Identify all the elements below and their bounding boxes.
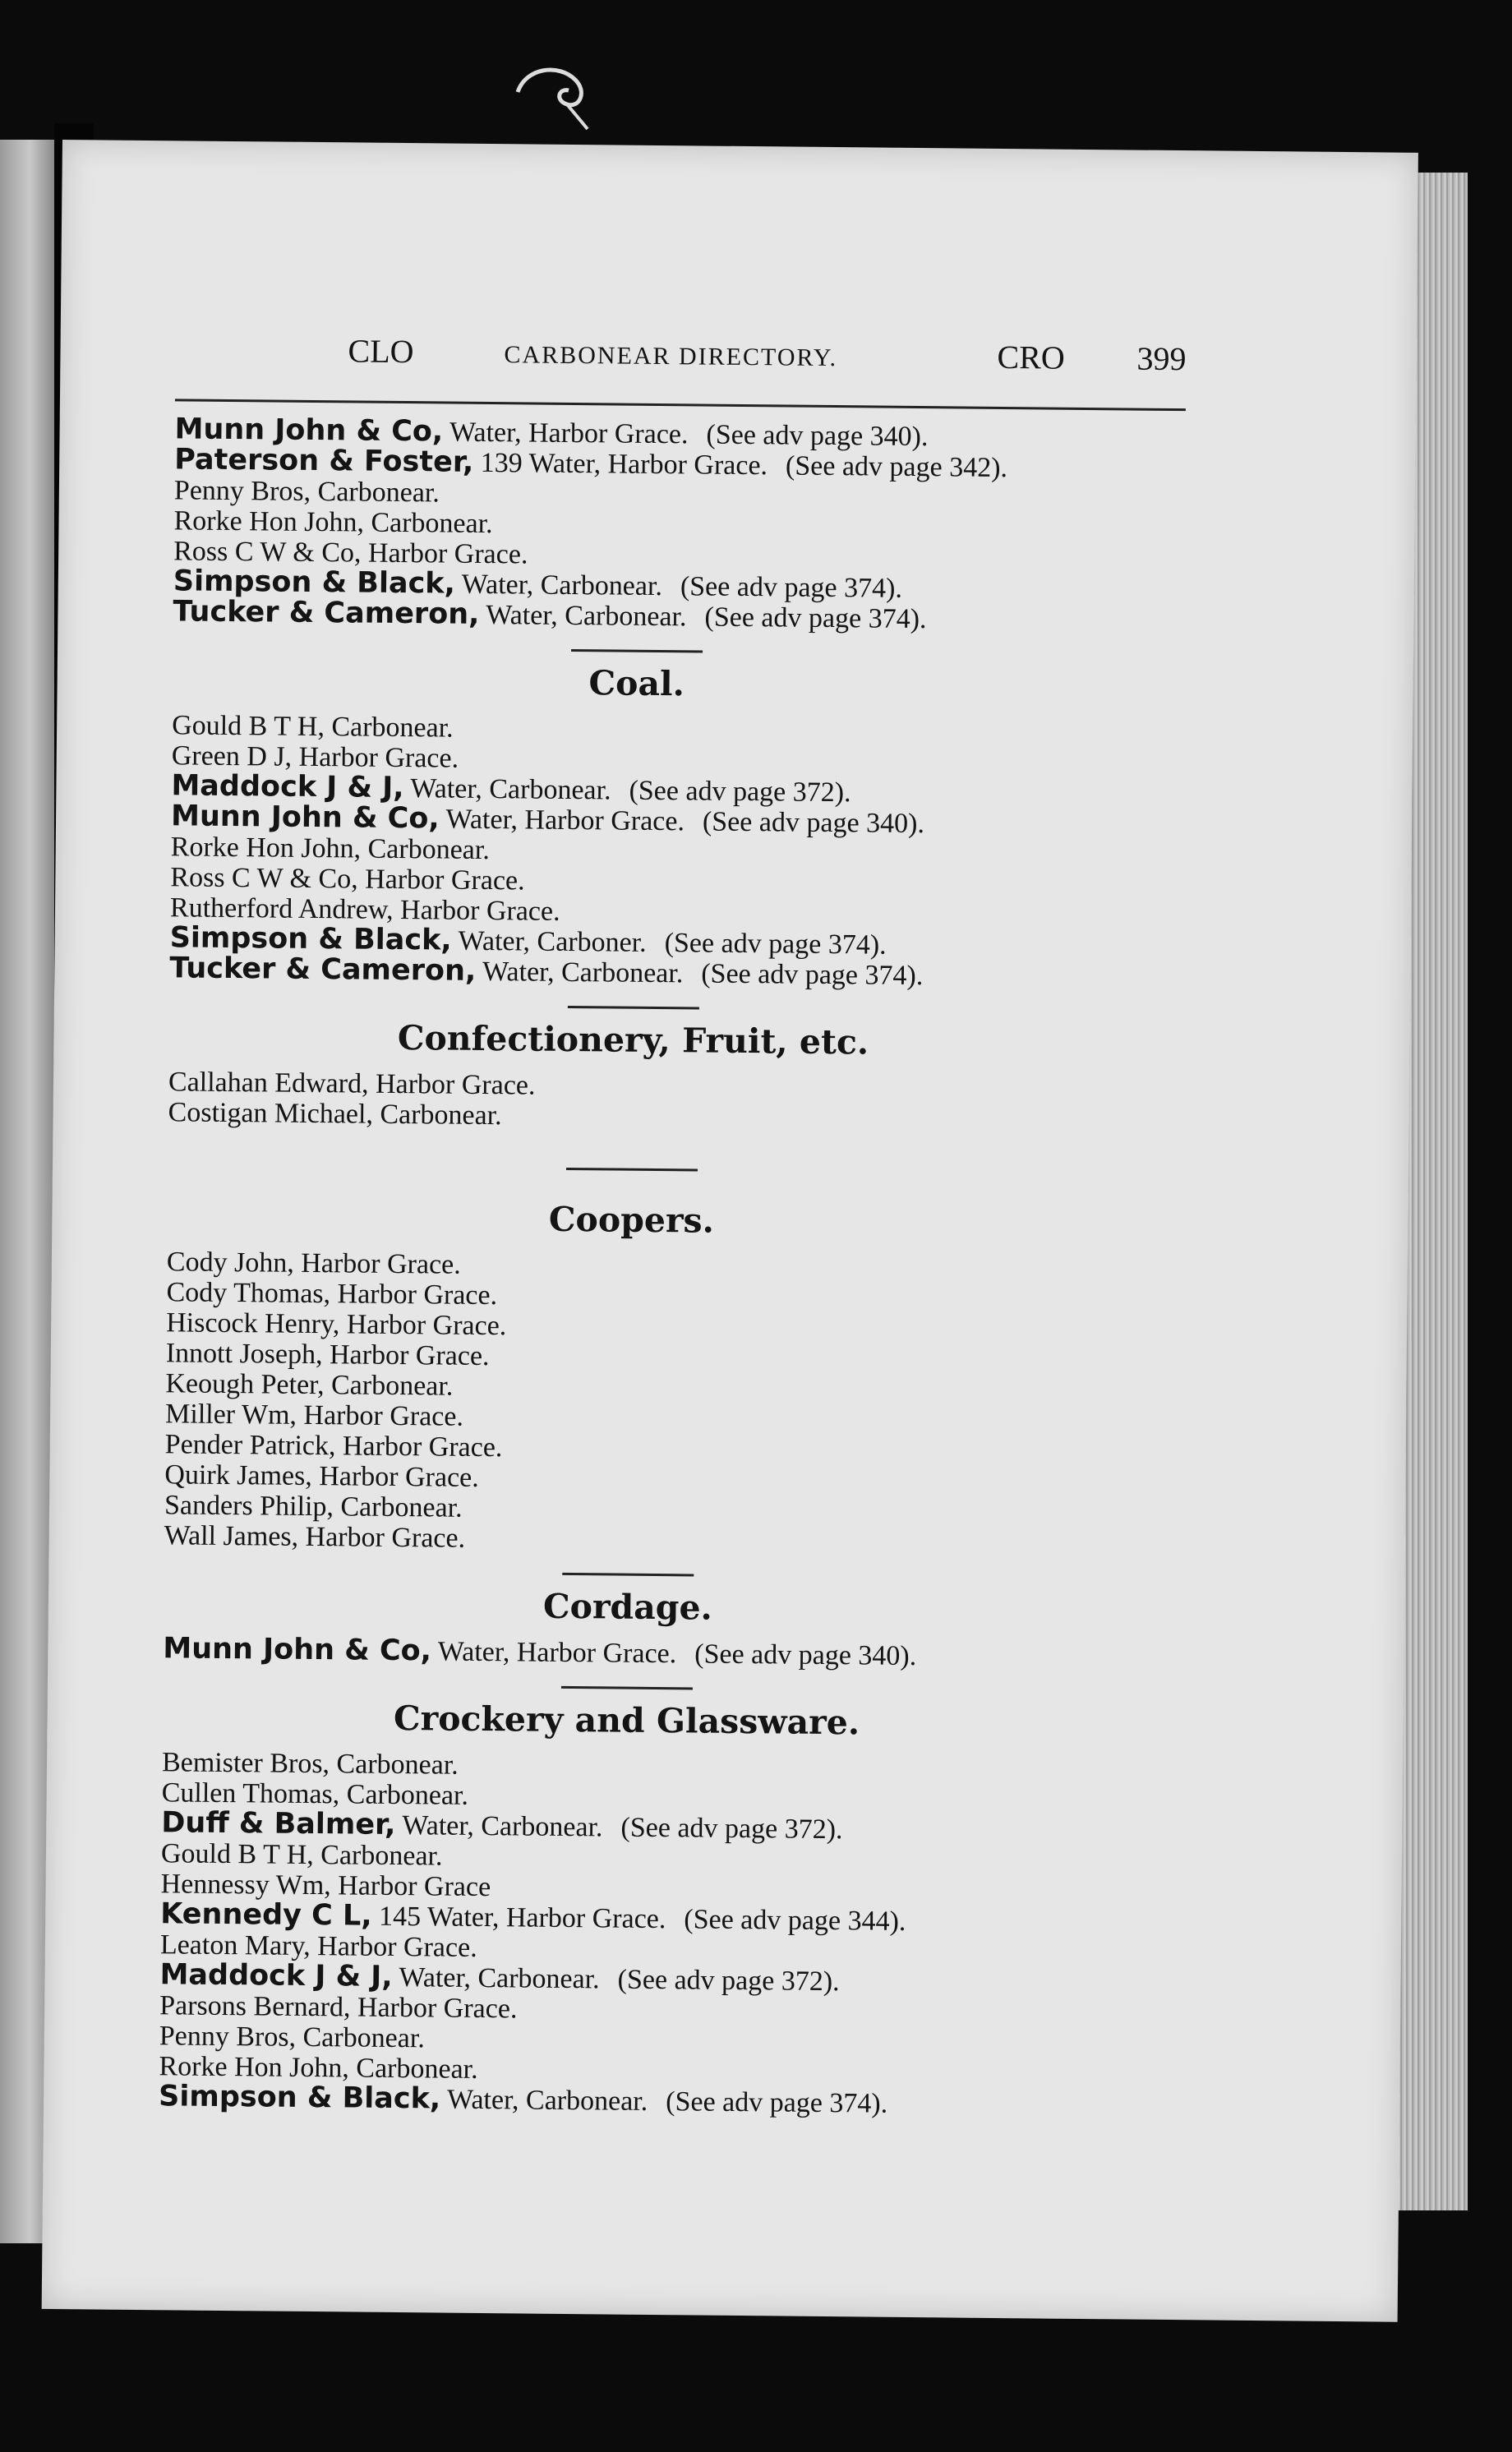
- entry-advert-reference: (See adv page 344).: [684, 1904, 906, 1937]
- directory-title: CARBONEAR DIRECTORY.: [504, 341, 838, 372]
- paper-clip-icon: [509, 59, 600, 133]
- directory-section: [163, 1569, 1256, 1675]
- entry-name: Penny Bros, Carbonear.: [173, 475, 440, 509]
- entry-name: Pender Patrick, Harbor Grace.: [164, 1429, 503, 1463]
- entry-name: Innott Joseph, Harbor Grace.: [165, 1338, 490, 1372]
- entry-address: Water, Carbonear.: [402, 1810, 603, 1843]
- entry-name: Gould B T H, Carbonear.: [160, 1838, 443, 1872]
- entry-name: Maddock J & J,: [171, 769, 404, 805]
- entry-address: Water, Carbonear.: [482, 956, 684, 989]
- directory-section: [159, 1682, 1256, 2122]
- entry-name: Simpson & Black,: [173, 565, 456, 601]
- entry-name: Leaton Mary, Harbor Grace.: [159, 1929, 477, 1963]
- entry-name: Simpson & Black,: [158, 2080, 441, 2116]
- entry-address: 145 Water, Harbor Grace.: [378, 1901, 666, 1935]
- entry-name: Cody John, Harbor Grace.: [166, 1247, 461, 1280]
- directory-page: [42, 140, 1418, 2322]
- entry-name: Parsons Bernard, Harbor Grace.: [159, 1990, 518, 2025]
- entry-name: Hennessy Wm, Harbor Grace: [160, 1869, 491, 1903]
- entry-address: Water, Harbor Grace.: [445, 804, 685, 837]
- entry-address: Water, Carbonear.: [446, 2084, 648, 2117]
- entry-advert-reference: (See adv page 374).: [666, 2086, 888, 2119]
- entry-name: Quirk James, Harbor Grace.: [164, 1459, 479, 1493]
- entry-name: Hiscock Henry, Harbor Grace.: [166, 1307, 507, 1342]
- entry-name: Bemister Bros, Carbonear.: [161, 1747, 459, 1781]
- page-number: 399: [1136, 339, 1187, 378]
- section-separator-rule: [561, 1686, 693, 1690]
- entry-address: Water, Carbonear.: [410, 773, 611, 806]
- entry-name: Rorke Hon John, Carbonear.: [173, 505, 493, 540]
- directory-section: [173, 414, 1267, 638]
- entry-advert-reference: (See adv page 372).: [620, 1812, 843, 1846]
- entry-name: Sanders Philip, Carbonear.: [164, 1490, 463, 1523]
- entry-advert-reference: (See adv page 374).: [701, 958, 924, 992]
- directory-section: [168, 1002, 1261, 1138]
- entry-name: Munn John & Co,: [163, 1632, 432, 1668]
- entry-name: Kennedy C L,: [160, 1897, 372, 1933]
- entry-name: Maddock J & J,: [159, 1958, 393, 1993]
- entry-name: Keough Peter, Carbonear.: [165, 1368, 454, 1402]
- right-guide-word: CRO: [997, 338, 1065, 376]
- entry-address: Water, Carbonear.: [486, 599, 687, 633]
- entry-name: Cullen Thomas, Carbonear.: [161, 1777, 469, 1811]
- entry-name: Gould B T H, Carbonear.: [171, 710, 454, 744]
- entry-advert-reference: (See adv page 374).: [664, 928, 887, 961]
- section-title: Confectionery, Fruit, etc.: [397, 1017, 869, 1062]
- section-title: Crockery and Glassware.: [393, 1698, 860, 1743]
- entry-advert-reference: (See adv page 374).: [704, 601, 927, 635]
- entry-name: Munn John & Co,: [174, 413, 444, 449]
- directory-sections: [159, 414, 1268, 2122]
- left-guide-word: CLO: [348, 332, 414, 371]
- section-title: Cordage.: [542, 1586, 713, 1628]
- entry-name: Paterson & Foster,: [174, 443, 474, 479]
- section-separator-rule: [562, 1573, 694, 1577]
- running-head: [175, 330, 1269, 406]
- page-content: [159, 330, 1269, 2122]
- entry-advert-reference: (See adv page 340).: [694, 1639, 917, 1672]
- entry-address: Water, Harbor Grace.: [449, 417, 689, 450]
- entry-name: Green D J, Harbor Grace.: [171, 740, 459, 774]
- entry-advert-reference: (See adv page 340).: [702, 806, 925, 840]
- entry-name: Penny Bros, Carbonear.: [159, 2021, 425, 2054]
- entry-name: Rorke Hon John, Carbonear.: [159, 2051, 478, 2085]
- entry-address: Water, Harbor Grace.: [437, 1636, 677, 1670]
- entry-address: Water, Carbonear.: [461, 569, 663, 602]
- entry-name: Ross C W & Co, Harbor Grace.: [170, 862, 525, 896]
- entry-advert-reference: (See adv page 372).: [629, 775, 851, 809]
- entry-advert-reference: (See adv page 342).: [785, 450, 1008, 484]
- section-title: Coopers.: [548, 1199, 715, 1241]
- directory-entry: [163, 1634, 1256, 1675]
- entry-name: Costigan Michael, Carbonear.: [168, 1097, 502, 1132]
- entry-name: Tucker & Cameron,: [169, 952, 477, 988]
- section-separator-rule: [568, 1006, 699, 1010]
- entry-advert-reference: (See adv page 340).: [706, 419, 929, 453]
- entry-name: Duff & Balmer,: [161, 1806, 396, 1841]
- entry-address: Water, Carboner.: [458, 925, 647, 958]
- entry-name: Rutherford Andrew, Harbor Grace.: [169, 892, 560, 927]
- entry-name: Simpson & Black,: [169, 921, 452, 957]
- entry-name: Cody Thomas, Harbor Grace.: [166, 1277, 498, 1311]
- directory-section: [169, 645, 1265, 994]
- entry-advert-reference: (See adv page 372).: [617, 1964, 840, 1998]
- entry-address: 139 Water, Harbor Grace.: [480, 447, 768, 482]
- entry-name: Miller Wm, Harbor Grace.: [164, 1399, 464, 1432]
- entry-advert-reference: (See adv page 374).: [680, 571, 903, 604]
- entry-name: Wall James, Harbor Grace.: [164, 1520, 466, 1554]
- entry-name: Rorke Hon John, Carbonear.: [170, 832, 491, 866]
- section-title: Coal.: [588, 663, 685, 704]
- entry-address: Water, Carbonear.: [399, 1962, 600, 1995]
- directory-section: [164, 1164, 1261, 1561]
- section-separator-rule: [571, 649, 703, 653]
- section-separator-rule: [566, 1168, 698, 1172]
- entry-name: Ross C W & Co, Harbor Grace.: [173, 536, 528, 570]
- entry-name: Tucker & Cameron,: [173, 595, 480, 631]
- entry-name: Munn John & Co,: [170, 800, 440, 836]
- entry-name: Callahan Edward, Harbor Grace.: [168, 1067, 536, 1101]
